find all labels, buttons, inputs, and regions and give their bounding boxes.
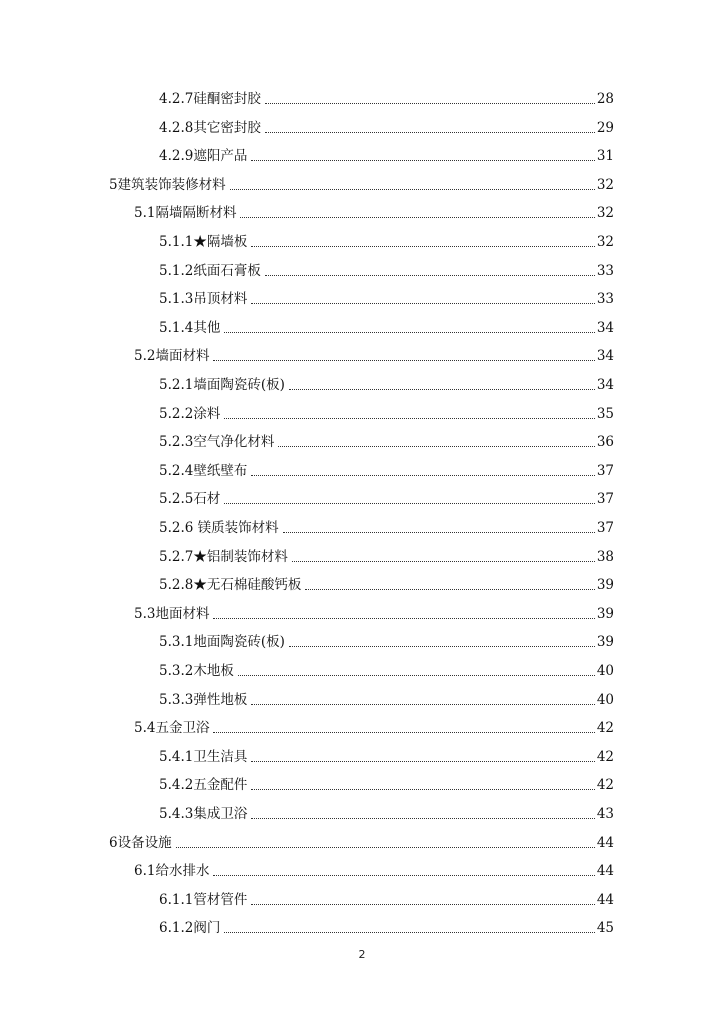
toc-entry-page-number: 44 [596, 863, 614, 880]
toc-entry-title: 5.3.1地面陶瓷砖(板) [159, 634, 285, 651]
dot-leader [251, 302, 594, 304]
dot-leader [251, 788, 594, 790]
dot-leader [251, 159, 594, 161]
toc-entry-title: 6.1给水排水 [134, 863, 210, 880]
toc-entry-title: 6.1.2阀门 [159, 920, 221, 937]
toc-entry-page-number: 36 [596, 434, 614, 451]
toc-entry-title: 4.2.7硅酮密封胶 [159, 91, 261, 107]
toc-entry-title: 5.2.7★铝制装饰材料 [159, 548, 288, 565]
dot-leader [230, 188, 595, 190]
toc-entry[interactable] [0, 656, 724, 680]
dot-leader [176, 846, 595, 848]
dot-leader [305, 588, 594, 590]
toc-entry-title: 5.4.3集成卫浴 [159, 806, 248, 822]
toc-entry-page-number: 37 [596, 462, 614, 479]
toc-entry-title: 6.1.1管材管件 [159, 891, 248, 908]
toc-entry-title: 5.2.6 镁质装饰材料 [159, 520, 279, 536]
dot-leader [292, 560, 595, 562]
toc-entry-title: 5.1.3吊顶材料 [159, 291, 248, 308]
toc-entry-page-number: 42 [596, 720, 614, 737]
toc-entry-page-number: 28 [596, 91, 614, 107]
toc-entry[interactable] [0, 627, 724, 651]
toc-entry-page-number: 40 [596, 691, 614, 708]
toc-entry-title: 5.2.5石材 [159, 491, 221, 508]
toc-entry-page-number: 31 [596, 148, 614, 165]
toc-entry-title: 5.4.2五金配件 [159, 777, 248, 794]
toc-entry-page-number: 44 [596, 834, 614, 851]
toc-entry-page-number: 37 [596, 491, 614, 508]
toc-entry-page-number: 39 [596, 605, 614, 622]
toc-entry-page-number: 33 [596, 262, 614, 279]
toc-entry[interactable] [0, 599, 724, 623]
dot-leader [251, 245, 594, 247]
toc-entry[interactable] [0, 484, 724, 508]
dot-leader [265, 102, 595, 104]
toc-entry[interactable] [0, 513, 724, 537]
toc-entry-title: 5.1.2纸面石膏板 [159, 262, 261, 279]
dot-leader [251, 760, 594, 762]
toc-entry-title: 5.4.1卫生洁具 [159, 748, 248, 765]
toc-entry-title: 5.2.1墙面陶瓷砖(板) [159, 377, 285, 393]
toc-entry[interactable] [0, 84, 724, 108]
dot-leader [283, 531, 595, 533]
page-number: 2 [358, 948, 366, 961]
toc-entry-page-number: 32 [596, 205, 614, 222]
toc-entry-page-number: 42 [596, 748, 614, 765]
toc-entry-title: 6设备设施 [109, 834, 172, 851]
toc-entry-title: 5.2.4壁纸壁布 [159, 462, 248, 479]
dot-leader [265, 274, 595, 276]
toc-entry[interactable] [0, 542, 724, 566]
toc-entry[interactable] [0, 284, 724, 308]
dot-leader [224, 502, 594, 504]
toc-entry-title: 5.3.2木地板 [159, 663, 234, 679]
dot-leader [240, 216, 594, 218]
toc-entry-page-number: 34 [596, 348, 614, 365]
toc-entry-title: 5.2.8★无石棉硅酸钙板 [159, 577, 302, 594]
toc-entry[interactable] [0, 742, 724, 766]
toc-entry[interactable] [0, 113, 724, 137]
dot-leader [251, 817, 594, 819]
toc-entry[interactable] [0, 198, 724, 222]
toc-entry[interactable] [0, 341, 724, 365]
toc-entry[interactable] [0, 799, 724, 823]
toc-entry-title: 5.1.4其他 [159, 319, 221, 336]
toc-entry[interactable] [0, 685, 724, 709]
toc-entry[interactable] [0, 227, 724, 251]
dot-leader [289, 645, 595, 647]
dot-leader [224, 417, 594, 419]
toc-entry[interactable] [0, 713, 724, 737]
toc-entry-page-number: 42 [596, 777, 614, 794]
toc-entry[interactable] [0, 828, 724, 852]
toc-entry-title: 5.4五金卫浴 [134, 720, 210, 737]
toc-entry-page-number: 39 [596, 577, 614, 594]
dot-leader [224, 331, 594, 333]
toc-entry[interactable] [0, 913, 724, 937]
toc-entry-title: 5.1.1★隔墙板 [159, 234, 248, 250]
dot-leader [251, 703, 594, 705]
toc-entry-title: 5.2.3空气净化材料 [159, 434, 275, 451]
toc-entry-page-number: 34 [596, 319, 614, 336]
toc-entry-page-number: 35 [596, 405, 614, 422]
toc-entry-title: 4.2.9遮阳产品 [159, 148, 248, 165]
toc-entry[interactable] [0, 885, 724, 909]
dot-leader [238, 674, 595, 676]
toc-entry-title: 5.2墙面材料 [134, 348, 210, 365]
dot-leader [289, 388, 595, 390]
toc-entry-title: 4.2.8其它密封胶 [159, 119, 261, 136]
toc-entry[interactable] [0, 170, 724, 194]
toc-entry-title: 5.3地面材料 [134, 605, 210, 622]
toc-entry-page-number: 40 [596, 663, 614, 679]
toc-entry-page-number: 38 [596, 548, 614, 565]
toc-entry[interactable] [0, 456, 724, 480]
toc-entry-title: 5.1隔墙隔断材料 [134, 205, 237, 222]
dot-leader [224, 931, 594, 933]
dot-leader [251, 903, 594, 905]
toc-entry-page-number: 45 [596, 920, 614, 937]
dot-leader [278, 445, 594, 447]
toc-entry[interactable] [0, 399, 724, 423]
toc-entry-page-number: 32 [596, 176, 614, 193]
toc-entry[interactable] [0, 770, 724, 794]
toc-entry-page-number: 37 [596, 520, 614, 536]
toc-entry-title: 5.2.2涂料 [159, 405, 221, 422]
toc-entry-page-number: 33 [596, 291, 614, 308]
toc-entry[interactable] [0, 141, 724, 165]
toc-entry[interactable] [0, 427, 724, 451]
toc-entry[interactable] [0, 570, 724, 594]
toc-entry[interactable] [0, 856, 724, 880]
dot-leader [213, 731, 594, 733]
dot-leader [213, 359, 594, 361]
toc-entry[interactable] [0, 370, 724, 394]
toc-entry-page-number: 34 [596, 377, 614, 393]
toc-entry-title: 5.3.3弹性地板 [159, 691, 248, 708]
toc-entry-title: 5建筑装饰装修材料 [109, 176, 226, 193]
toc-entry-page-number: 39 [596, 634, 614, 651]
dot-leader [213, 617, 594, 619]
dot-leader [265, 131, 595, 133]
dot-leader [213, 874, 594, 876]
toc-entry-page-number: 44 [596, 891, 614, 908]
toc-entry-page-number: 32 [596, 234, 614, 250]
toc-entry-page-number: 43 [596, 806, 614, 822]
dot-leader [251, 474, 594, 476]
toc-entry-page-number: 29 [596, 119, 614, 136]
toc-entry[interactable] [0, 256, 724, 280]
toc-entry[interactable] [0, 313, 724, 337]
